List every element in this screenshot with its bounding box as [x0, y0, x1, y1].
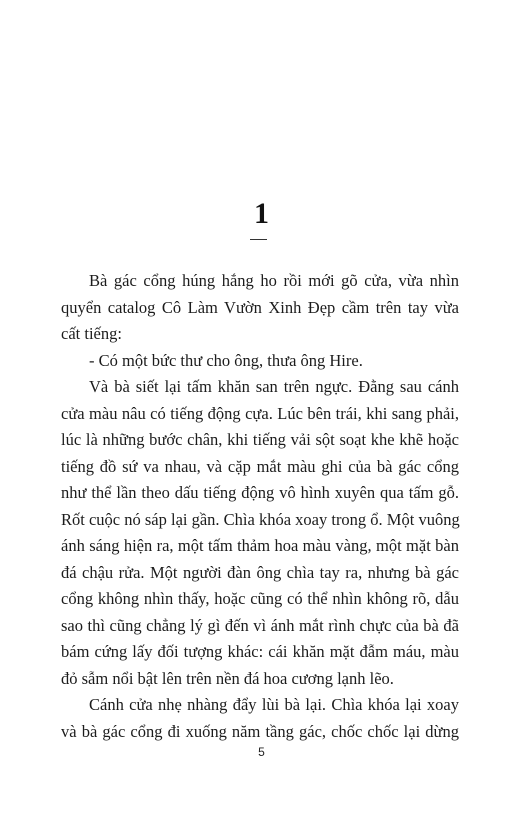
text-line: tiếng đồ sứ va nhau, và cặp mắt màu ghi của bà gác cổng: [61, 456, 459, 476]
text-line: lúc là những bước chân, khi tiếng vải sột soạt khe khẽ hoặc: [61, 430, 459, 449]
text-line: đỏ sẫm nổi bật lên trên nền đá hoa cương lạnh lẽo.: [61, 668, 394, 688]
text-line: bám cứng lấy đối tượng khác: cái khăn mặt đẫm máu, màu: [61, 642, 459, 661]
paragraph: [61, 348, 459, 375]
text-line: Cánh cửa nhẹ nhàng đẩy lùi bà lại. Chìa khóa lại xoay: [89, 695, 459, 714]
text-line: cửa màu nâu có tiếng động cựa. Lúc bên trái, khi sang phải,: [61, 403, 459, 423]
chapter-underline: [250, 239, 267, 240]
text-line: - Có một bức thư cho ông, thưa ông Hire.: [89, 350, 363, 370]
text-line: đá chậu rửa. Một người đàn ông chìa tay ra, nhưng bà gác: [61, 562, 459, 582]
text-line: Rốt cuộc nó sáp lại gần. Chìa khóa xoay trong ổ. Một vuông: [61, 509, 460, 529]
paragraph: [61, 268, 459, 348]
text-line: sao thì cũng chẳng lý gì đến vì ánh mắt rình chực của bà đã: [61, 615, 459, 635]
text-line: ánh sáng hiện ra, một tấm thảm hoa màu vàng, một mặt bàn: [61, 536, 459, 555]
chapter-number: 1: [254, 197, 269, 230]
text-line: Bà gác cổng húng hắng ho rồi mới gõ cửa, vừa nhìn: [89, 271, 459, 290]
paragraph: [61, 692, 459, 745]
body-text: [61, 268, 459, 745]
text-line: quyển catalog Cô Làm Vườn Xinh Đẹp cầm trên tay vừa: [61, 297, 459, 317]
text-line: Và bà siết lại tấm khăn san trên ngực. Đằng sau cánh: [89, 377, 459, 396]
text-line: và bà gác cổng đi xuống năm tầng gác, chốc chốc lại dừng: [61, 721, 459, 741]
text-line: cổng không nhìn thấy, hoặc cũng có thể nhìn không rõ, dẫu: [61, 589, 459, 608]
text-line: như thể lần theo dấu tiếng động vô hình xuyên qua tấm gỗ.: [61, 483, 459, 502]
page-number: 5: [258, 745, 265, 759]
text-line: cất tiếng:: [61, 324, 122, 343]
paragraph: [61, 374, 459, 692]
